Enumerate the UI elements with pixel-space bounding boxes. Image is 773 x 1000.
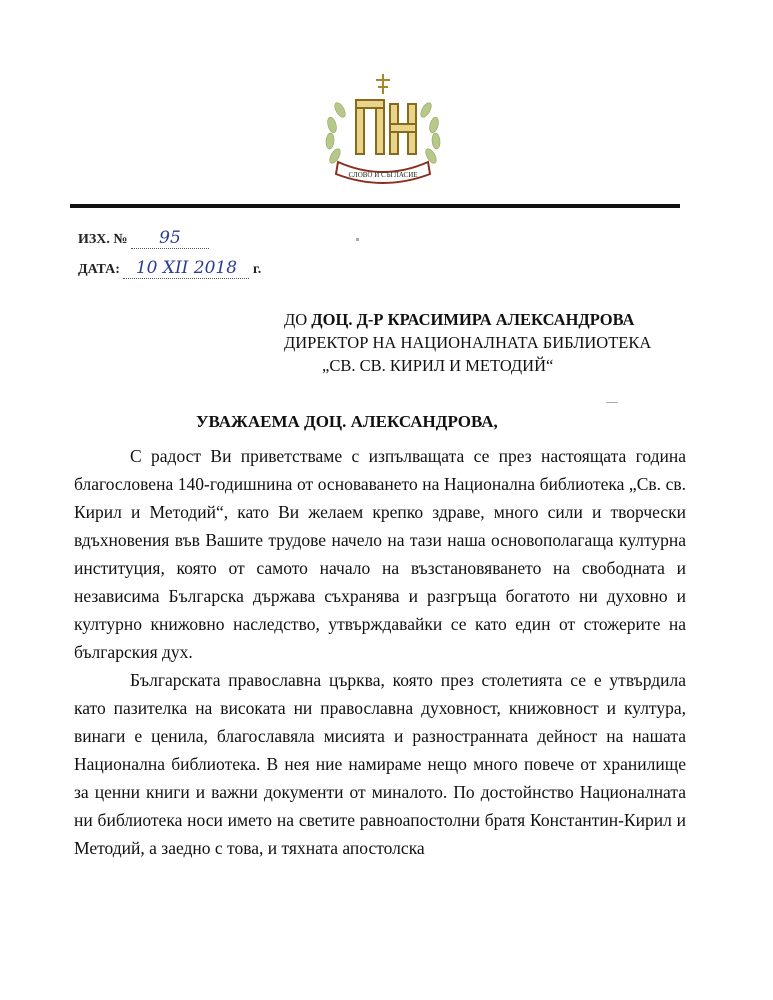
scan-speck bbox=[606, 402, 618, 403]
address-prefix: ДО bbox=[284, 310, 308, 329]
date-value: 10 XII 2018 bbox=[135, 258, 238, 278]
paragraph-1: С радост Ви приветстваме с изпълващата се през настоящата година благословена 140-годишнина от основаването на Национална библиотека „Св. св. Кирил и Методий“, като Ви желаем крепко здраве, много сили и творчески вдъхновения във Вашите трудове начело на тази наша основополагаща културна институция, която от самото начало на възстановяването на свободната и независима Българска държава съхранява и разгръща богатото ни духовно и културно книжовно наследство, утвърждавайки се като един от стожерите на българския дух. bbox=[74, 446, 686, 662]
reference-number bbox=[78, 228, 209, 249]
salutation: УВАЖАЕМА ДОЦ. АЛЕКСАНДРОВА, bbox=[196, 412, 498, 431]
recipient-name: ДОЦ. Д-Р КРАСИМИРА АЛЕКСАНДРОВА bbox=[311, 310, 635, 329]
paragraph-2: Българската православна църква, която през столетията се е утвърдила като пазителка на високата ни православна духовност, книжовност и култура, винаги е ценила, благославяла мисията и разностранната дейност на нашата Национална библиотека. В нея ние намираме нещо много повече от хранилище за ценни книги и важни документи от миналото. По достойнство Националната ни библиотека носи името на светите равноапостолни братя Константин-Кирил и Методий, а заедно с това, и тяхната апостолска bbox=[74, 670, 686, 858]
recipient-address bbox=[284, 308, 684, 377]
header-divider bbox=[70, 204, 680, 208]
letter-body bbox=[74, 442, 686, 862]
recipient-institution: „СВ. СВ. КИРИЛ И МЕТОДИЙ“ bbox=[322, 356, 554, 375]
church-emblem-logo bbox=[318, 70, 448, 190]
date-label: ДАТА: bbox=[78, 262, 120, 277]
scan-speck bbox=[356, 238, 359, 241]
recipient-title: ДИРЕКТОР НА НАЦИОНАЛНАТА БИБЛИОТЕКА bbox=[284, 333, 652, 352]
ref-value: 95 bbox=[159, 228, 181, 248]
date-suffix: г. bbox=[252, 262, 262, 277]
document-date bbox=[78, 258, 261, 279]
ref-label: ИЗХ. № bbox=[78, 232, 128, 247]
logo-motto: СЛОВО И СЪГЛАСИЕ bbox=[348, 171, 418, 179]
